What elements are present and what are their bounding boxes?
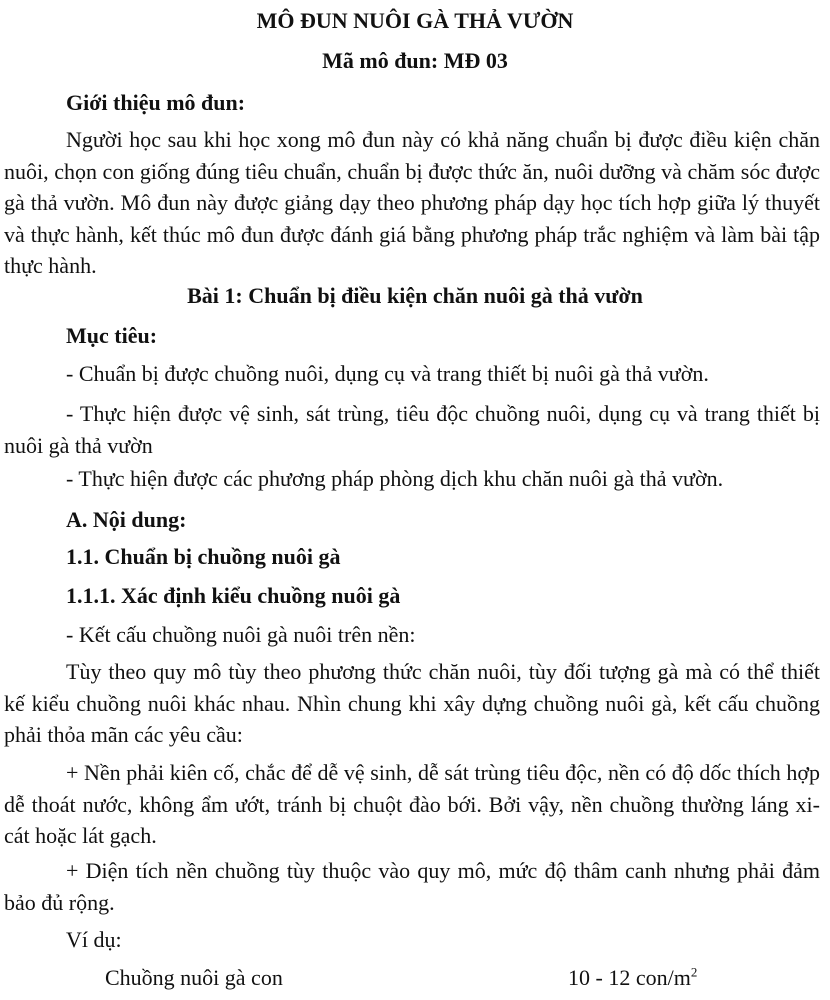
section-a-heading: A. Nội dung:: [66, 507, 187, 532]
objectives-heading: Mục tiêu:: [66, 323, 158, 348]
example-row-superscript: 2: [690, 964, 698, 980]
example-row-value: [568, 964, 698, 990]
example-row-value-text: 10 - 12 con/m: [568, 965, 691, 990]
objective-item-3: - Thực hiện được các phương pháp phòng dịch khu chăn nuôi gà thả vườn.: [66, 466, 724, 491]
structure-paragraph: Tùy theo quy mô tùy theo phương thức chăn nuôi, tùy đối tượng gà mà có thể thiết kế kiểu chuồng nuôi khác nhau. Nhìn chung khi xây dựng chuồng nuôi gà, kết cấu chuồng phải thỏa mãn các yêu cầu:: [4, 659, 820, 747]
example-label: Ví dụ:: [66, 927, 122, 952]
lesson-title: Bài 1: Chuẩn bị điều kiện chăn nuôi gà thả vườn: [187, 283, 643, 308]
structure-line: - Kết cấu chuồng nuôi gà nuôi trên nền:: [66, 622, 416, 647]
requirement-item-1: + Nền phải kiên cố, chắc để dễ vệ sinh, dễ sát trùng tiêu độc, nền có độ dốc thích hợp dễ thoát nước, không ẩm ướt, tránh bị chuột đào bới. Bởi vậy, nền chuồng thường láng xi-cát hoặc lát gạch.: [4, 760, 820, 848]
section-1-1-1-heading: 1.1.1. Xác định kiểu chuồng nuôi gà: [66, 583, 401, 608]
document-title: MÔ ĐUN NUÔI GÀ THẢ VƯỜN: [256, 8, 574, 33]
section-1-1-heading: 1.1. Chuẩn bị chuồng nuôi gà: [66, 544, 341, 569]
intro-heading: Giới thiệu mô đun:: [66, 90, 246, 115]
intro-paragraph: Người học sau khi học xong mô đun này có khả năng chuẩn bị được điều kiện chăn nuôi, chọn con giống đúng tiêu chuẩn, chuẩn bị được thức ăn, nuôi dưỡng và chăm sóc được gà thả vườn. Mô đun này được giảng dạy theo phương pháp dạy học tích hợp giữa lý thuyết và thực hành, kết thúc mô đun được đánh giá bằng phương pháp trắc nghiệm và làm bài tập thực hành.: [4, 127, 820, 278]
objective-item-2: - Thực hiện được vệ sinh, sát trùng, tiêu độc chuồng nuôi, dụng cụ và trang thiết bị nuôi gà thả vườn: [4, 401, 820, 458]
module-code: Mã mô đun: MĐ 03: [322, 48, 508, 73]
example-row-label: Chuồng nuôi gà con: [105, 965, 283, 990]
objective-item-1: - Chuẩn bị được chuồng nuôi, dụng cụ và trang thiết bị nuôi gà thả vườn.: [66, 361, 709, 386]
requirement-item-2: + Diện tích nền chuồng tùy thuộc vào quy mô, mức độ thâm canh nhưng phải đảm bảo đủ rộng.: [4, 858, 820, 915]
